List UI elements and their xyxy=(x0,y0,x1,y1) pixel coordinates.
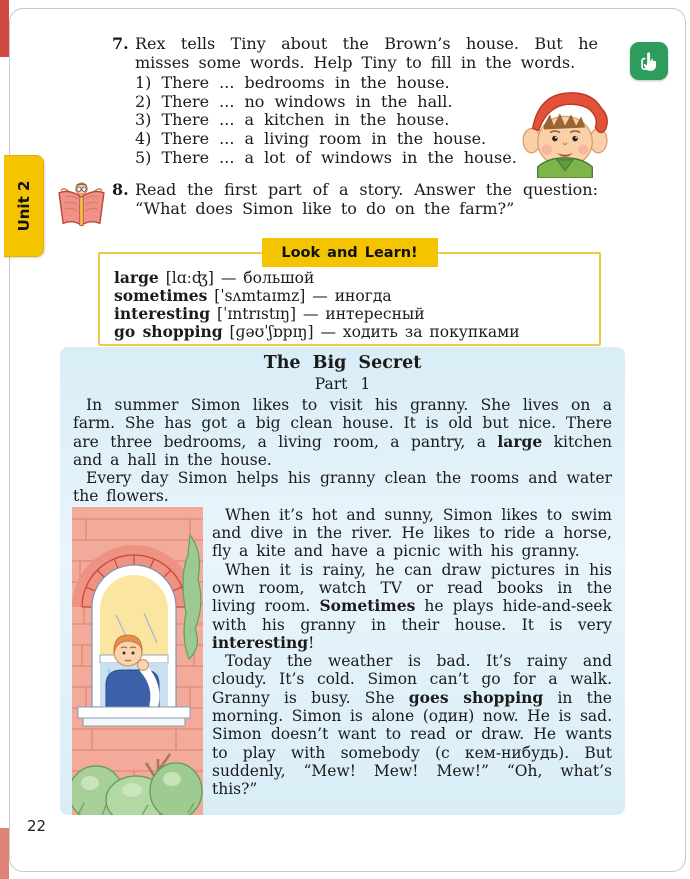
vocab-word: sometimes xyxy=(114,286,208,305)
exercise-8-number: 8. xyxy=(112,180,129,199)
interactive-task-icon[interactable] xyxy=(630,42,668,80)
exercise-7-item: 3) There ... a kitchen in the house. xyxy=(135,110,450,130)
elf-character-icon xyxy=(519,83,611,178)
vocabulary-list xyxy=(100,254,599,341)
look-and-learn-banner: Look and Learn! xyxy=(262,238,438,267)
story-paragraph: When it is rainy, he can draw pictures in his own room, watch TV or read books in the living room. Sometimes he plays hide-and-seek with his granny in their house. It is very interesting! xyxy=(212,560,612,652)
exercise-7-item: 4) There ... a living room in the house. xyxy=(135,128,487,148)
vocab-word: large xyxy=(114,268,159,287)
story-title: The Big Secret xyxy=(263,353,422,373)
vocab-word: go shopping xyxy=(114,322,223,341)
vocab-entry xyxy=(114,323,589,341)
story-paragraph: In summer Simon likes to visit his granny. She lives on a farm. She has got a big clean house. It is old but nice. There are three bedrooms, a living room, a pantry, a large kitchen and a hall in the house. xyxy=(73,396,612,469)
story-subtitle: Part 1 xyxy=(314,375,371,393)
exercise-7-item: 5) There ... a lot of windows in the house. xyxy=(135,147,517,167)
story-paragraph: When it’s hot and sunny, Simon likes to swim and dive in the river. He likes to ride a horse, fly a kite and have a picnic with his granny. xyxy=(212,505,612,561)
reading-book-icon xyxy=(55,180,108,230)
page-number: 22 xyxy=(27,817,47,835)
book-edge-accent-bottom xyxy=(0,828,9,879)
vocab-word: interesting xyxy=(114,304,211,323)
unit-tab xyxy=(4,155,44,257)
vocab-entry xyxy=(114,269,589,287)
exercise-7-item: 1) There ... bedrooms in the house. xyxy=(135,73,450,93)
look-and-learn-box xyxy=(98,244,601,346)
vocab-entry xyxy=(114,287,589,305)
story-paragraph: Today the weather is bad. It’s rainy and cloudy. It’s cold. Simon can’t go for a walk. Granny is busy. She goes shopping in the morning. Simon is alone (один) now. He is sad. Simon doesn’t want to read or draw. He wants to play with somebody (с кем-нибудь). But suddenly, “Mew! Mew! Mew!” “Oh, what’s this?” xyxy=(212,652,612,799)
book-edge-accent-top xyxy=(0,0,9,57)
unit-tab-label: Unit 2 xyxy=(14,180,33,232)
vocab-definition: [ɡəʊˈʃɒpɪŋ] — ходить за покупками xyxy=(222,323,520,341)
story-box xyxy=(60,347,625,815)
story-illustration-boy-at-window xyxy=(72,507,203,815)
exercise-8-text: Read the first part of a story. Answer the question: “What does Simon like to do on the farm?” xyxy=(135,180,598,218)
exercise-8 xyxy=(112,181,598,218)
vocab-definition: [lɑːʤ] — большой xyxy=(158,269,315,287)
vocab-definition: [ˈsʌmtaɪmz] — иногда xyxy=(207,287,392,305)
exercise-7-item: 2) There ... no windows in the hall. xyxy=(135,91,453,111)
story-paragraph: Every day Simon helps his granny clean the rooms and water the flowers. xyxy=(73,469,612,506)
vocab-entry xyxy=(114,305,589,323)
exercise-7-text: Rex tells Tiny about the Brown’s house. But he misses some words. Help Tiny to fill in the words. xyxy=(135,34,598,72)
vocab-definition: [ˈɪntrɪstɪŋ] — интересный xyxy=(210,305,425,323)
exercise-7-number: 7. xyxy=(112,34,129,53)
